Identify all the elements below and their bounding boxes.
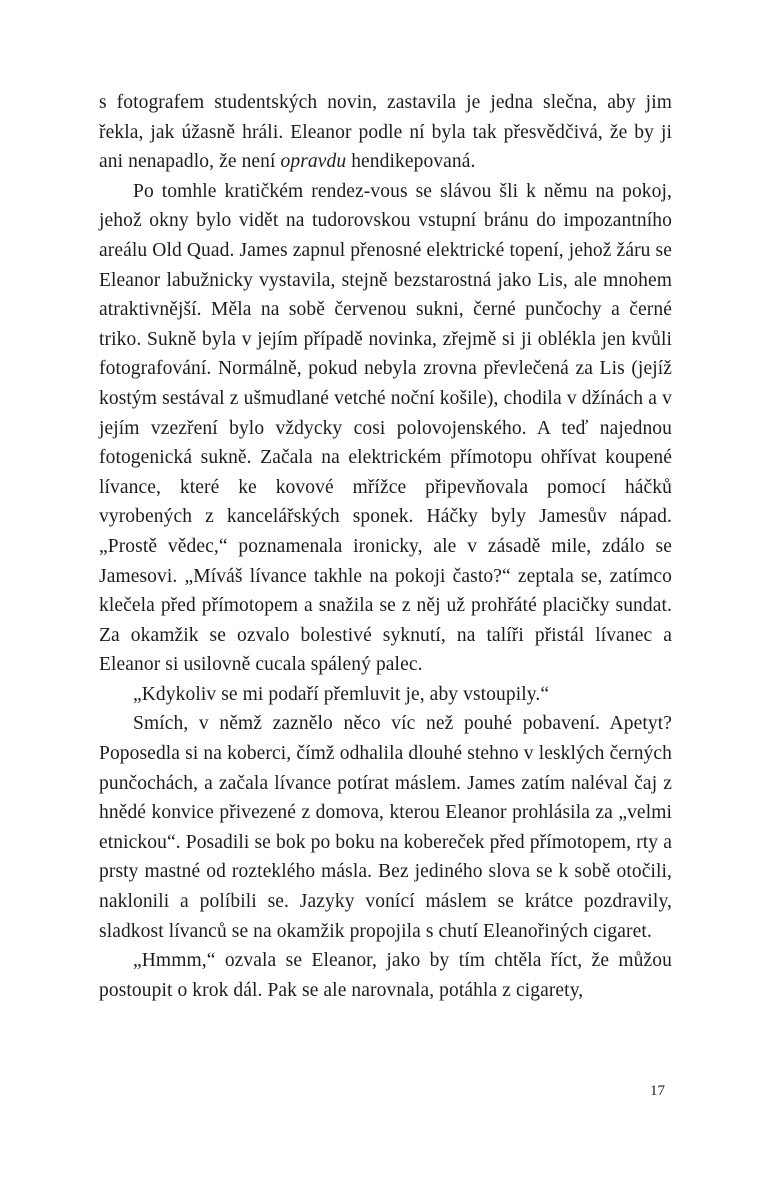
text-segment: „Hmmm,“ ozvala se Eleanor, jako by tím chtěla říct, že můžou postoupit o krok dál. Pak se ale narovnala, potáhla z cigarety, [99, 950, 672, 1001]
italic-text: opravdu [280, 151, 347, 173]
paragraph [99, 946, 672, 1005]
page-number: 17 [650, 1083, 665, 1099]
text-segment: hendikepovaná. [346, 151, 476, 173]
paragraph [99, 88, 672, 177]
page-text [99, 88, 672, 1005]
text-segment: s fotografem studentských novin, zastavila je jedna slečna, aby jim řekla, jak úžasně hráli. Eleanor podle ní byla tak přesvědčivá, že by ji ani nenapadlo, že není [99, 92, 672, 173]
paragraph [99, 177, 672, 680]
text-segment: Po tomhle kratičkém rendez-vous se slávou šli k němu na pokoj, jehož okny bylo vidět na tudorovskou vstupní bránu do impozantního areálu Old Quad. James zapnul přenosné elektrické topení, jehož žáru se Eleanor labužnicky vystavila, stejně bezstarostná jako Lis, ale mnohem atraktivnější. Měla na sobě červenou sukni, černé punčochy a černé triko. Sukně byla v jejím případě novinka, zřejmě si ji oblékla jen kvůli fotografování. Normálně, pokud nebyla zrovna převlečená za Lis (jejíž kostým sestával z ušmudlané vetché noční košile), chodila v džínách a v jejím vzezření bylo vždycky cosi polovojenského. A teď najednou fotogenická sukně. Začala na elektrickém přímotopu ohřívat koupené lívance, které ke kovové mřížce připevňovala pomocí háčků vyrobených z kancelářských sponek. Háčky byly Jamesův nápad. „Prostě vědec,“ poznamenala ironicky, ale v zásadě mile, zdálo se Jamesovi. „Míváš lívance takhle na pokoji často?“ zeptala se, zatímco klečela před přímotopem a snažila se z něj už prohřáté placičky sundat. Za okamžik se ozvalo bolestivé syknutí, na talíři přistál lívanec a Eleanor si usilovně cucala spálený palec. [99, 180, 672, 676]
text-segment: „Kdykoliv se mi podaří přemluvit je, aby vstoupily.“ [133, 683, 550, 705]
paragraph [99, 709, 672, 946]
paragraph [99, 680, 672, 710]
text-segment: Smích, v němž zaznělo něco víc než pouhé pobavení. Apetyt? Poposedla si na koberci, čímž odhalila dlouhé stehno v lesklých černých punčochách, a začala lívance potírat máslem. James zatím naléval čaj z hnědé konvice přivezené z domova, kterou Eleanor prohlásila za „velmi etnickou“. Posadili se bok po boku na kobereček před přímotopem, rty a prsty mastné od rozteklého másla. Bez jediného slova se k sobě otočili, naklonili a políbili se. Jazyky vonící máslem se krátce pozdravily, sladkost lívanců se na okamžik propojila s chutí Eleanořiných cigaret. [99, 713, 672, 942]
